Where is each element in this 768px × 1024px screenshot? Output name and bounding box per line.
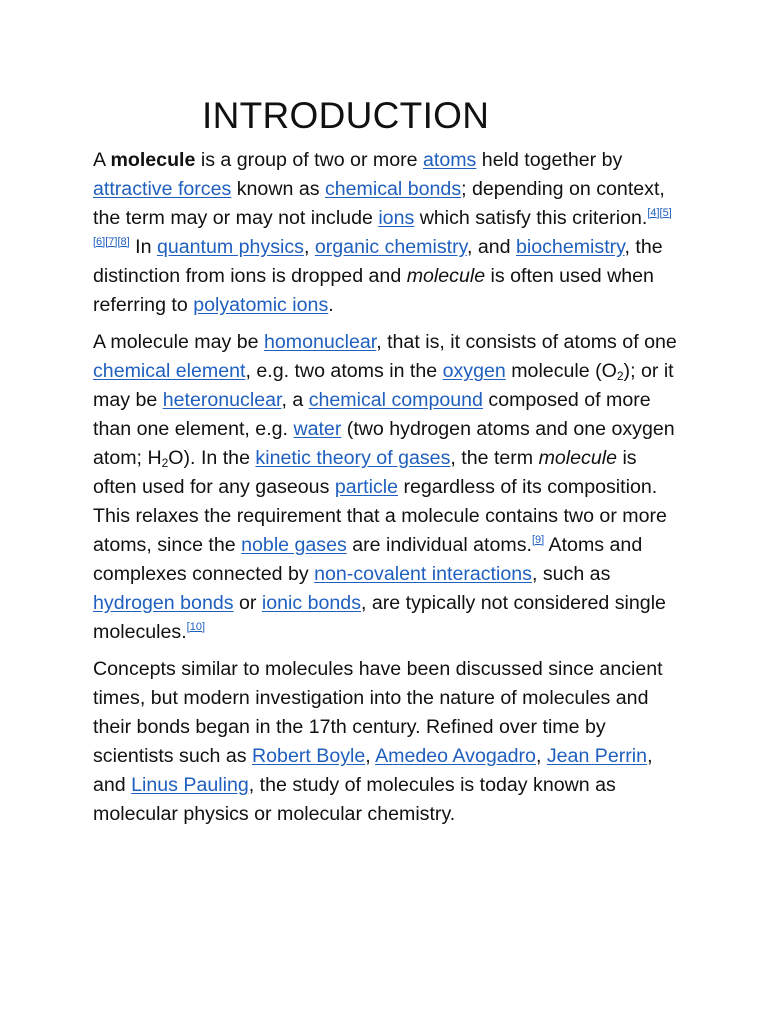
link-hydrogen-bonds[interactable]: hydrogen bonds [93,591,234,614]
link-attractive-forces[interactable]: attractive forces [93,177,232,200]
text: , that is, it consists of atoms of one [376,331,677,354]
citation-4[interactable]: [4] [647,206,660,219]
link-amedeo-avogadro[interactable]: Amedeo Avogadro [375,745,536,768]
text: , and [466,235,516,258]
page-title: INTRODUCTION [202,95,490,136]
text: , e.g. two atoms in the [245,360,443,383]
text: In [129,235,157,258]
link-chemical-element[interactable]: chemical element [93,360,246,383]
link-chemical-compound[interactable]: chemical compound [308,389,483,412]
text: molecule (O [505,360,617,383]
link-ionic-bonds[interactable]: ionic bonds [261,591,361,614]
link-homonuclear[interactable]: homonuclear [264,331,377,354]
paragraph-history [93,655,683,828]
text: , the term [450,447,539,470]
link-organic-chemistry[interactable]: organic chemistry [314,235,467,258]
text: A [93,149,111,171]
text: , the distinction from ions is dropped and [93,235,663,287]
link-atoms[interactable]: atoms [423,149,477,171]
citation-8[interactable]: [8] [117,235,130,248]
link-polyatomic-ions[interactable]: polyatomic ions [193,293,329,316]
link-noble-gases[interactable]: noble gases [241,533,347,556]
link-chemical-bonds[interactable]: chemical bonds [324,177,462,200]
link-water[interactable]: water [293,418,342,441]
text: , such as [531,562,611,585]
subscript-2: 2 [161,456,169,471]
link-ions[interactable]: ions [378,206,415,229]
citation-6[interactable]: [6] [93,235,106,248]
term-molecule: molecule [110,149,196,171]
text: Concepts similar to molecules have been discussed since ancient times, but modern investigation into the nature of molecules and their bonds began in the 17th century. Refined over time by scientists such as [93,658,663,768]
term-molecule-italic: molecule [406,264,486,287]
text: A molecule may be [93,331,264,354]
text: ; depending on context, the term may or may not include [93,177,665,229]
text: , a [281,389,309,412]
paragraph-definition [93,146,683,319]
link-non-covalent-interactions[interactable]: non-covalent interactions [314,562,532,585]
citation-10[interactable]: [10] [186,620,206,633]
text: which satisfy this criterion. [414,206,648,229]
text: is often used when referring to [93,264,654,316]
citation-9-wrapper [532,534,544,546]
text: , are typically not considered single molecules. [93,591,666,643]
link-quantum-physics[interactable]: quantum physics [156,235,304,258]
text: . [328,293,334,316]
text: or [233,591,262,614]
text: Atoms and complexes connected by [93,533,643,585]
link-biochemistry[interactable]: biochemistry [515,235,625,258]
link-heteronuclear[interactable]: heteronuclear [162,389,282,412]
text: O). In the [168,447,256,470]
text: are individual atoms. [346,533,532,556]
text: is often used for any gaseous [93,447,637,498]
citation-7[interactable]: [7] [105,235,118,248]
link-particle[interactable]: particle [334,475,398,498]
text: known as [231,177,325,200]
link-kinetic-theory-of-gases[interactable]: kinetic theory of gases [255,447,451,470]
term-molecule-italic: molecule [538,447,617,470]
text: , the study of molecules is today known as molecular physics or molecular chemistry. [93,774,616,825]
link-oxygen[interactable]: oxygen [442,360,506,383]
citation-10-wrapper [187,621,205,633]
text: held together by [476,149,623,171]
text: regardless of its composition. This relaxes the requirement that a molecule contains two or more atoms, since the [93,475,667,556]
text: , and [93,745,653,797]
document-page [93,92,683,838]
text: , [365,745,376,768]
link-linus-pauling[interactable]: Linus Pauling [131,774,249,797]
link-jean-perrin[interactable]: Jean Perrin [546,745,648,768]
link-robert-boyle[interactable]: Robert Boyle [252,745,366,768]
paragraph-types [93,328,683,646]
citation-9[interactable]: [9] [531,533,545,546]
text: ); or it may be [93,360,674,412]
text: , [535,745,547,768]
text: composed of more than one element, e.g. [93,389,651,441]
citation-5[interactable]: [5] [659,206,672,219]
text: , [303,235,315,258]
text: (two hydrogen atoms and one oxygen atom; H [93,418,675,470]
text: is a group of two or more [195,149,423,171]
subscript-2: 2 [616,369,624,384]
